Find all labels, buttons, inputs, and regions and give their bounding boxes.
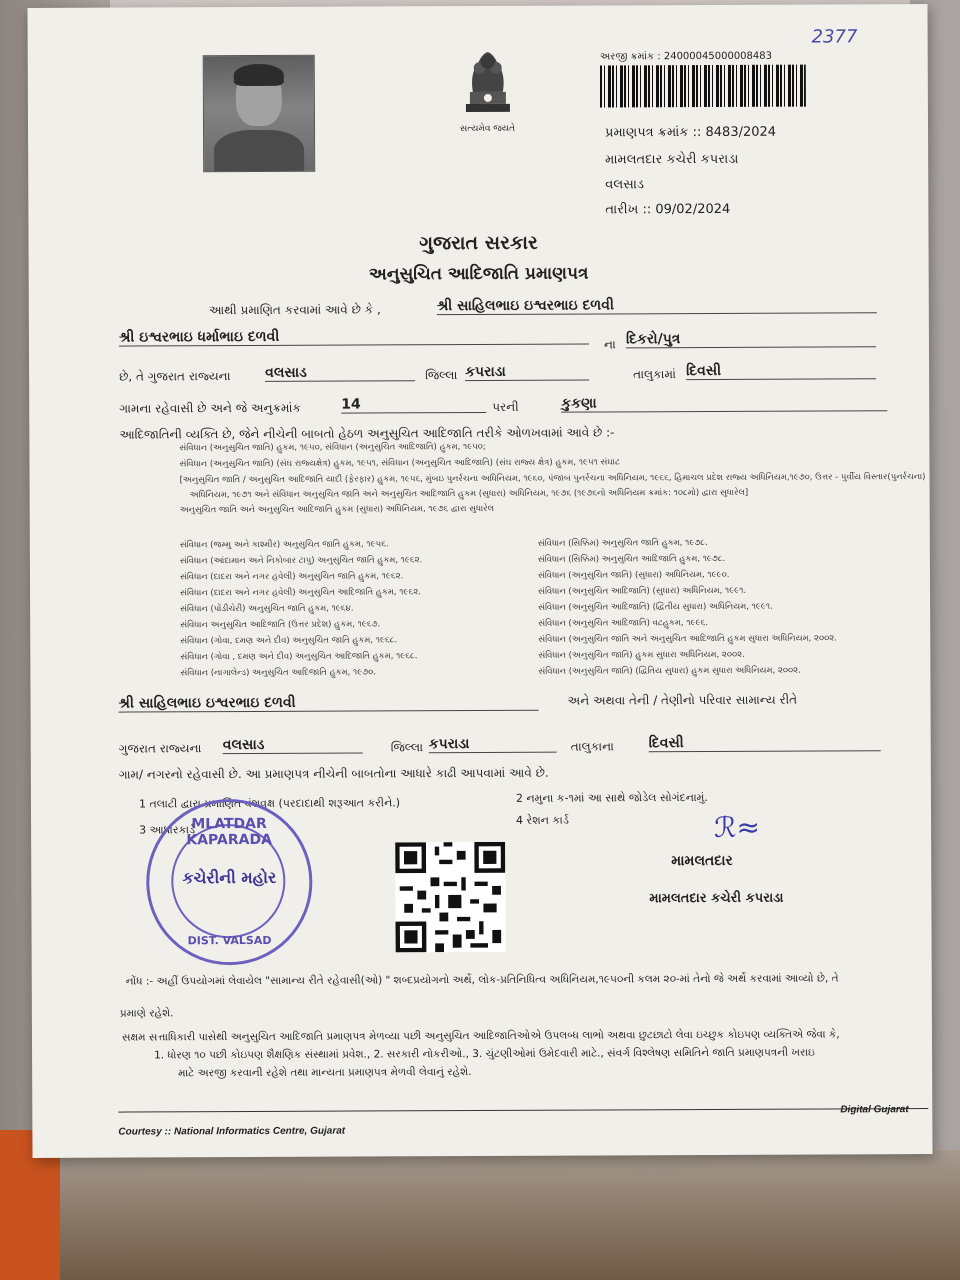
- signatory-designation: મામલતદાર: [671, 852, 733, 870]
- note-line: નોંધ :- અહીં ઉપયોગમાં લેવાયેલ "સામાન્ય રીતે રહેવાસી(ઓ) " શબ્દપ્રયોગનો અર્થે, લોક-પ્રતિનિધિત્વ અધિનિયમ,૧૯૫૦ની કલમ ૨૦-માં તેનો જે અર્થે કરવામાં આવ્યો છે, તે: [125, 972, 839, 988]
- note-line: પ્રમાણે રહેશે.: [119, 1007, 174, 1020]
- document-item: 3 આધારકાર્ડ: [139, 823, 196, 837]
- applicant-photo: [203, 55, 316, 172]
- residence-state-text: ગુજરાત રાજ્યના: [118, 741, 202, 756]
- residence-name: શ્રી સાહિલભાઇ ઇશ્વરભાઇ દળવી: [118, 694, 538, 713]
- emblem-motto: સત્યમેવ જયતે: [460, 123, 516, 135]
- state-text: છે, તે ગુજરાત રાજ્યના: [119, 369, 231, 384]
- order-left: સંવિધાન (દાદરા અને નગર હવેલી) અનુસુચિત આદિજાતિ હુકમ, ૧૯૬૨.: [180, 587, 421, 599]
- note-line: માટે અરજી કરવાની રહેશે તથા માન્યતા પ્રમાણપત્ર મેળવી લેવાનું રહેશે.: [178, 1066, 472, 1080]
- order-left: સંવિધાન (આંદામાન અને નિકોબાર ટાપુ) અનુસુચિત જાતિ હુકમ, ૧૯૬૨.: [179, 555, 423, 567]
- document-item: 1 તલાટી દ્વારા પ્રમાણિત વંશવૃક્ષ (પરદાદાથી શરૂઆત કરીને.): [138, 796, 401, 811]
- taluka-label: તાલુકામાં: [633, 367, 676, 382]
- issuing-district: વલસાડ: [605, 177, 645, 193]
- tribe-name: કુકણા: [561, 394, 887, 412]
- qr-code: [395, 842, 505, 952]
- document-item: 2 નમુના ક-૧માં આ સાથે જોડેલ સોગંદનામું.: [515, 791, 708, 805]
- family-text: અને અથવા તેની / તેણીનો પરિવાર સામાન્ય રીતે: [567, 692, 798, 708]
- government-title: ગુજરાત સરકાર: [419, 231, 538, 255]
- order-line: અનુસુચિત જાતિ અને અનુસુચિત આદિજાતિ હુકમ (સુધારા) અધિનિયમ, ૧૯૭૬ દ્વારા સુધારેલ: [179, 503, 495, 516]
- order-left: સંવિધાન (નાગાલેન્ડ) અનુસુચિત આદિજાતિ હુકમ, ૧૯૭૦.: [180, 667, 376, 679]
- residence-taluka-label: તાલુકાના: [570, 739, 615, 754]
- signatory-office: મામલતદાર કચેરી કપરાડા: [649, 890, 784, 907]
- residence-taluka-value: કપરાડા: [429, 736, 557, 754]
- national-emblem-icon: [458, 44, 518, 124]
- order-right: સંવિધાન (સિક્કિમ) અનુસુચિત આદિજાતિ હુકમ, ૧૯૭૮.: [537, 553, 726, 565]
- of-text: પરની: [492, 399, 519, 414]
- background-bottom: [0, 1150, 960, 1280]
- order-right: સંવિધાન (સિક્કિમ) અનુસુચિત જાતિ હુકમ, ૧૯૭૮.: [537, 538, 708, 549]
- tribe-text: આદિજાતિની વ્યક્તિ છે, જેને નીચેની બાબતો હેઠળ અનુસુચિત આદિજાતિ તરીકે ઓળખવામાં આવે છે :-: [119, 425, 615, 442]
- barcode: [600, 65, 806, 108]
- certificate-title: અનુસુચિત આદિજાતિ પ્રમાણપત્ર: [368, 263, 589, 285]
- village-value: દિવસી: [686, 362, 876, 380]
- order-left: સંવિધાન (ગોવા , દમણ અને દીવ) અનુસુચિત આદિજાતિ હુકમ, ૧૯૬૮.: [180, 651, 418, 663]
- residence-district-value: વલસાડ: [223, 737, 363, 755]
- note-line: 1. ધોરણ ૧૦ પછી કોઇપણ શૈક્ષણિક સંસ્થામાં પ્રવેશ., 2. સરકારી નોકરીઓ., 3. ચુંટણીઓમાં ઉમેદવારી માટે., સંવર્ગ વિશ્લેષણ સમિતિને જાતિ પ્રમાણપત્રની ખરાઇ: [154, 1046, 815, 1062]
- footer-courtesy: Courtesy :: National Informatics Centre, Gujarat: [118, 1125, 346, 1138]
- certify-text: આથી પ્રમાણિત કરવામાં આવે છે કે ,: [208, 302, 381, 318]
- district-value: વલસાડ: [265, 364, 415, 382]
- person-name: શ્રી સાહિલભાઇ ઇશ્વરભાઇ દળવી: [437, 296, 877, 315]
- order-line: [અનુસુચિત જાતિ / અનુસુચિત આદિજાતિ યાદી (ફેરફાર) હુકમ, ૧૯૫૬, મુંબઇ પુનર્રચના અધિનિયમ, ૧૯૬૦, પંજાબ પુનર્રચના અધિનિયમ, ૧૯૬૬, હિમાચલ પ્રદેશ રાજ્ય અધિનિયમ,૧૯૭૦, ઉત્તર - પુર્વીય વિસ્તાર(પુનર્રચના): [179, 472, 926, 486]
- order-left: સંવિધાન (પોંડીચેરી) અનુસુચિત જાતિ હુકમ, ૧૯૬૪.: [180, 603, 354, 615]
- footer-brand: Digital Gujarat: [840, 1104, 909, 1116]
- district-label: જિલ્લા: [425, 368, 458, 383]
- certificate-paper: [27, 4, 932, 1158]
- order-right: સંવિધાન (અનુસુચિત આદિજાતિ) (દ્વિતીય સુધારા) અધિનિયમ, ૧૯૯૧.: [538, 601, 773, 613]
- order-left: સંવિધાન (દાદરા અને નગર હવેલી) અનુસુચિત જાતિ હુકમ, ૧૯૬૨.: [179, 571, 404, 583]
- footer: [118, 1108, 928, 1143]
- taluka-value: કપરાડા: [465, 364, 589, 382]
- serial-number: 14: [341, 396, 486, 414]
- office-seal: MLATDAR KAPARADA કચેરીની મહોર DIST. VALSAD: [146, 799, 313, 966]
- order-line: સંવિધાન (અનુસુચિત જાતિ) (સંઘ રાજ્યક્ષેત્ર) હુકમ, ૧૯૫૧, સંવિધાન (અનુસુચિત આદિજાતિ) (સંઘ રાજ્ય ક્ષેત્ર) હુકમ, ૧૯૫૧ સંઘાટ: [179, 457, 620, 470]
- application-number: અરજી ક્રમાંક : 24000045000008483: [599, 50, 773, 63]
- issue-date: તારીખ :: 09/02/2024: [605, 201, 731, 218]
- relation: દિકરો/પુત્ર: [626, 330, 876, 348]
- order-right: સંવિધાન (અનુસુચિત જાતિ) (દ્વિતિય સુધારા) હુકમ સુધારા અધિનિયમ, ૨૦૦૨.: [538, 665, 801, 677]
- issued-text: ગામ/ નગરનો રહેવાસી છે. આ પ્રમાણપત્ર નીચેની બાબતોના આધારે કાઢી આપવામાં આવે છે.: [118, 765, 549, 782]
- order-right: સંવિધાન (અનુસુચિત જાતિ અને અનુસુચિત આદિજાતિ હુકમ સુધારા અધિનિયમ, ૨૦૦૨.: [538, 633, 837, 645]
- handwritten-number: 2377: [811, 26, 858, 48]
- order-right: સંવિધાન (અનુસુચિત આદિજાતિ) વટહુકમ, ૧૯૯૬.: [538, 618, 709, 629]
- certificate-number: પ્રમાણપત્ર ક્રમાંક :: 8483/2024: [605, 124, 777, 141]
- order-right: સંવિધાન (અનુસુચિત આદિજાતિ) (સુધારા) અધિનિયમ, ૧૯૯૧.: [538, 585, 747, 597]
- order-right: સંવિધાન (અનુસુચિત જાતિ) (સુધારા) અધિનિયમ, ૧૯૯૦.: [537, 569, 730, 581]
- na-text: ના: [603, 337, 616, 352]
- note-line: સક્ષમ સત્તાધિકારી પાસેથી અનુસુચિત આદિજાતિ પ્રમાણપત્ર મેળવ્યા પછી અનુસુચિત આદિજાતિઓએ ઉપલબ્ધ લાભો અથવા છુટછાટો લેવા ઇચ્છુક કોઇપણ વ્યક્તિએ જેવા કે,: [121, 1028, 840, 1044]
- order-left: સંવિધાન અનુસુચિત આદિજાતિ (ઉત્તર પ્રદેશ) હુકમ, ૧૯૬૭.: [180, 619, 381, 631]
- order-line: અધિનિયમ, ૧૯૭૧ અને સંવિધાન અનુસુચિત જાતિ અને અનુસુચિત આદિજાતિ હુકમ (સુધારા) અધિનિયમ, ૧૯૭૬ (૧૯૭૬નો અધિનિયમ ક્રમાંક: ૧૦૮મો) દ્વારા સુધારેલ]: [189, 487, 749, 501]
- issuing-office: મામલતદાર કચેરી કપરાડા: [605, 151, 739, 168]
- order-left: સંવિધાન (જમ્મુ અને કાશ્મીર) અનુસુચિત જાતિ હુકમ, ૧૯૫૬.: [179, 539, 389, 551]
- order-left: સંવિધાન (ગોવા, દમણ અને દીવ) અનુસુચિત જાતિ હુકમ, ૧૯૬૮.: [180, 635, 398, 647]
- father-name: શ્રી ઇશ્વરભાઇ ધર્માભાઇ દળવી: [119, 328, 589, 347]
- residence-district-label: જિલ્લા: [390, 740, 424, 755]
- resident-text: ગામના રહેવાસી છે અને જે અનુક્રમાંક: [119, 400, 301, 416]
- document-item: 4 રેશન કાર્ડ: [516, 813, 569, 827]
- signature-mark: ℛ≈: [714, 810, 760, 844]
- residence-village-value: દિવસી: [649, 734, 881, 752]
- order-line: સંવિધાન (અનુસુચિત જાતિ) હુકમ, ૧૯૫૦, સંવિધાન (અનુસુચિત આદિજાતિ) હુકમ, ૧૯૫૦;: [179, 441, 486, 454]
- order-right: સંવિધાન (અનુસુચિત જાતિ) હુકમ સુધારા અધિનિયમ, ૨૦૦૨.: [538, 649, 745, 661]
